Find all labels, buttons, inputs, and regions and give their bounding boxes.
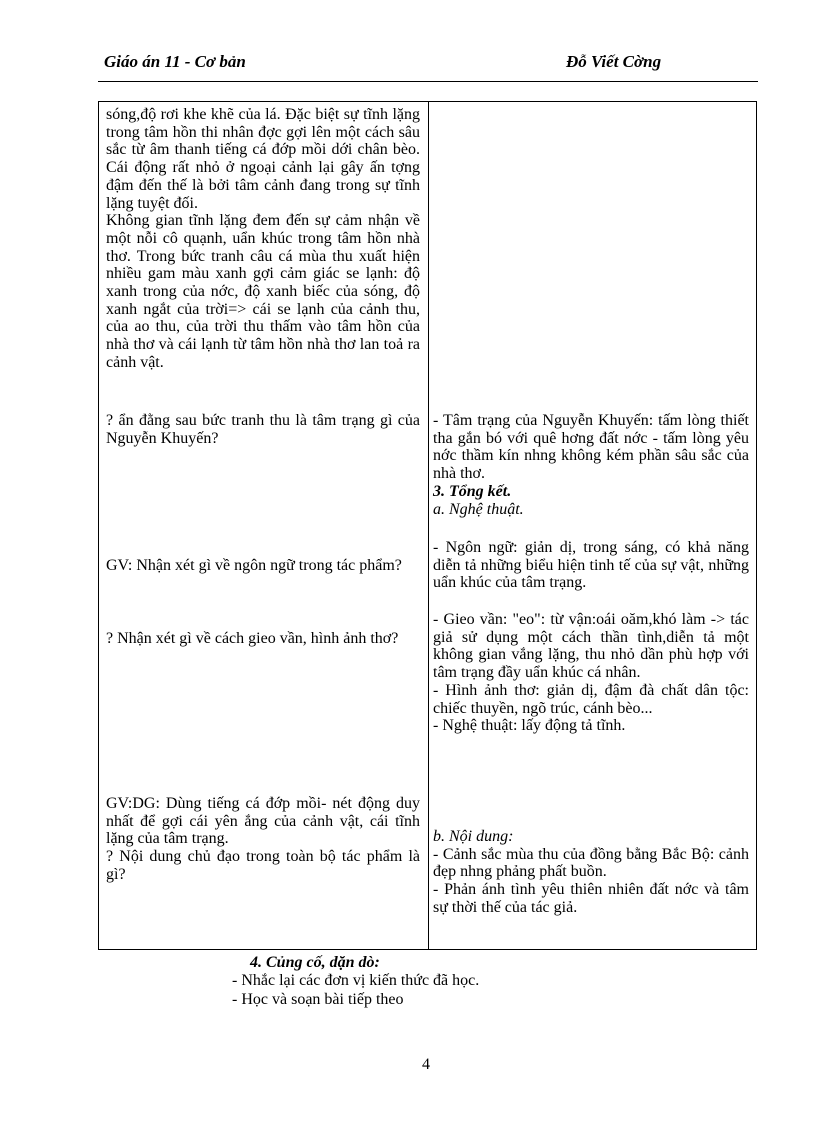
question-main-content: ? Nội dung chủ đạo trong toàn bộ tác phẩm là gì? bbox=[106, 848, 420, 883]
page-number: 4 bbox=[422, 1056, 430, 1073]
header-author: Đỗ Viết Cờng bbox=[566, 52, 662, 71]
teacher-comment: GV:DG: Dùng tiếng cá đớp mồi- nét động duy nhất để gợi cái yên ắng của cảnh vật, cái tĩnh lặng của tâm trạng. bbox=[106, 795, 420, 848]
answer-imagery: - Hình ảnh thơ: giản dị, đậm đà chất dân tộc: chiếc thuyền, ngõ trúc, cánh bèo... bbox=[433, 681, 749, 717]
section-summary-heading: 3. Tổng kết. bbox=[433, 482, 512, 500]
answer-content-block bbox=[433, 828, 749, 917]
answer-technique: - Nghệ thuật: lấy động tả tĩnh. bbox=[433, 717, 626, 735]
column-divider bbox=[428, 101, 429, 950]
question-mood: ? ẩn đằng sau bức tranh thu là tâm trạng gì của Nguyễn Khuyến? bbox=[106, 412, 420, 447]
header-rule bbox=[98, 81, 758, 82]
header-left-title: Giáo án 11 - Cơ bản bbox=[104, 52, 246, 71]
consolidation-line-1: - Nhắc lại các đơn vị kiến thức đã học. bbox=[232, 972, 480, 989]
consolidation-heading: 4. Củng cố, dặn dò: bbox=[250, 954, 380, 971]
answer-scenery: - Cảnh sắc mùa thu của đồng bằng Bắc Bộ: cảnh đẹp nhng phảng phất buồn. bbox=[433, 845, 749, 881]
answer-mood: - Tâm trạng của Nguyễn Khuyến: tấm lòng thiết tha gắn bó với quê hơng đất nớc - tấm lòng yêu nớc thầm kín nhng không kém phần sâu sắc của nhà thơ. bbox=[433, 412, 749, 483]
left-paragraph-1: sóng,độ rơi khe khẽ của lá. Đặc biệt sự tĩnh lặng trong tâm hồn thi nhân đợc gợi lên một cách sâu sắc từ âm thanh tiếng cá đớp mồi dới chân bèo. Cái động rất nhỏ ở ngoại cảnh lại gây ấn tợng đậm đến thế là bởi tâm cảnh đang trong sự tĩnh lặng tuyệt đối. bbox=[106, 106, 420, 212]
answer-rhyme: - Gieo vần: "eo": từ vận:oái oăm,khó làm -> tác giả sử dụng một cách thần tình,diễn tả một không gian vắng lặng, thu nhỏ dần phù hợp với tâm trạng đầy uẩn khúc cá nhân. bbox=[433, 611, 749, 682]
left-text-block bbox=[106, 106, 420, 372]
question-language: GV: Nhận xét gì về ngôn ngữ trong tác phẩm? bbox=[106, 557, 402, 574]
question-rhyme-imagery: ? Nhận xét gì về cách gieo vần, hình ảnh thơ? bbox=[106, 630, 399, 647]
subsection-content-heading: b. Nội dung: bbox=[433, 828, 514, 845]
teacher-comment-block bbox=[106, 795, 420, 884]
answer-love-nature: - Phản ánh tình yêu thiên nhiên đất nớc và tâm sự thời thế của tác giả. bbox=[433, 881, 749, 916]
right-answer-block bbox=[433, 412, 749, 518]
subsection-art-heading: a. Nghệ thuật. bbox=[433, 500, 524, 518]
answer-art-block bbox=[433, 611, 749, 735]
answer-language: - Ngôn ngữ: giản dị, trong sáng, có khả năng diễn tả những biểu hiện tinh tế của sự vật, những uẩn khúc của tâm trạng. bbox=[433, 539, 749, 592]
left-paragraph-2: Không gian tĩnh lặng đem đến sự cảm nhận về một nỗi cô quạnh, uẩn khúc trong tâm hồn nhà thơ. Trong bức tranh câu cá mùa thu xuất hiện nhiều gam màu xanh gợi cảm giác se lạnh: độ xanh trong của nớc, độ xanh biếc của sóng, độ xanh ngắt của trời=> cái se lạnh của cảnh thu, của ao thu, của trời thu thấm vào tâm hồn của nhà thơ và cái lạnh từ tâm hồn nhà thơ lan toả ra cảnh vật. bbox=[106, 212, 420, 371]
consolidation-line-2: - Học và soạn bài tiếp theo bbox=[232, 991, 404, 1008]
